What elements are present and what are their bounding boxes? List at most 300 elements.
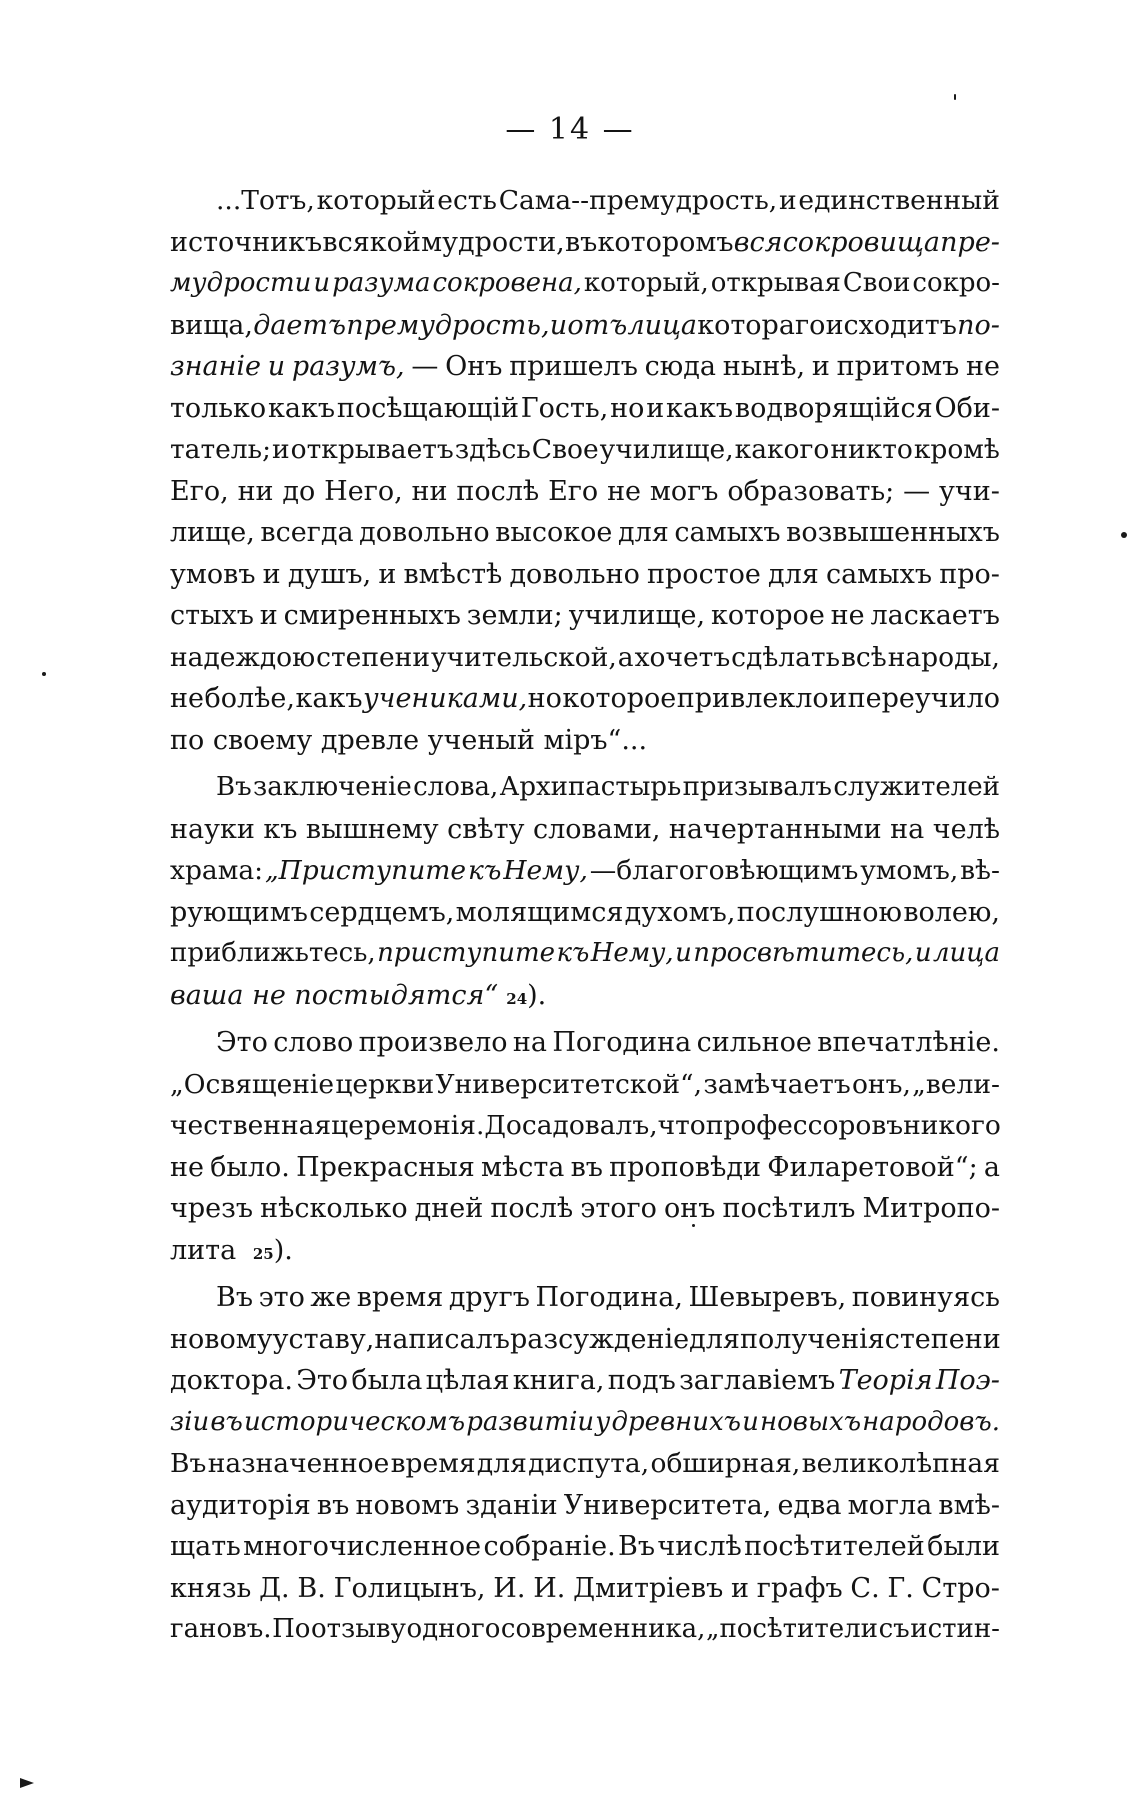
word: вся: [733, 226, 783, 258]
word: Гость,: [520, 392, 609, 424]
word: не: [966, 351, 1000, 382]
word: и: [829, 683, 848, 714]
word: истин-: [910, 1614, 1000, 1644]
word: въ: [570, 1151, 603, 1183]
word: приступите: [377, 938, 556, 968]
word: какъ: [268, 392, 336, 424]
word: сильное: [696, 1027, 812, 1058]
word: вмѣ-: [938, 1489, 1000, 1521]
word: цѣлая: [425, 1365, 510, 1396]
word: Досадовалъ,: [484, 1110, 658, 1141]
word: единственный: [798, 185, 1000, 216]
text-line: [170, 388, 1000, 430]
word: и: [731, 1572, 750, 1604]
word: вмѣстѣ: [403, 558, 503, 590]
text-line: [170, 222, 1000, 264]
word: посѣтилъ: [722, 1193, 856, 1224]
word: ни: [237, 475, 274, 507]
word: книга,: [512, 1365, 605, 1396]
word: Поэ-: [935, 1365, 1000, 1396]
word: Теорія: [838, 1365, 933, 1396]
scan-corner-mark: [20, 1778, 34, 1788]
word: открываетъ: [290, 434, 454, 465]
word: онъ,: [851, 1068, 911, 1100]
word: къ: [467, 855, 502, 886]
word: Въ: [216, 1282, 254, 1313]
word: обширная,: [650, 1448, 801, 1479]
word: этого: [580, 1193, 657, 1224]
word: Погодина: [552, 1027, 692, 1058]
word: разсужденіе: [509, 1323, 690, 1355]
word: была: [351, 1365, 423, 1396]
text-line: [170, 809, 1000, 851]
word: разумъ,: [291, 351, 405, 382]
word: у: [595, 1406, 611, 1437]
word: графъ: [756, 1572, 843, 1604]
word: учениками,: [362, 683, 528, 714]
word: для: [768, 558, 819, 590]
word: всякой: [322, 226, 421, 258]
word: къ: [556, 938, 590, 968]
word: Д.: [259, 1572, 290, 1604]
word: начертанными: [668, 813, 882, 845]
word: возвышенныхъ: [786, 517, 1000, 548]
word: есть: [437, 185, 497, 216]
scan-speck: [954, 94, 956, 100]
word: доктора.: [170, 1365, 293, 1396]
word: С.: [850, 1572, 880, 1604]
word: „Освященіе: [170, 1068, 335, 1100]
word: сюда: [644, 351, 716, 382]
word: учи-: [938, 475, 1000, 507]
word: высокое: [495, 517, 613, 548]
word: Филаретовой“;: [767, 1151, 978, 1183]
word: время: [356, 1282, 444, 1313]
word: Онъ: [445, 351, 503, 382]
word: только: [170, 392, 267, 424]
text-line: [170, 1064, 1000, 1106]
word: до: [282, 475, 316, 507]
word: и: [549, 309, 568, 341]
word: проповѣди: [609, 1151, 762, 1183]
text-line: [170, 1485, 1000, 1527]
word: это: [258, 1282, 305, 1313]
text-line: [170, 1022, 1000, 1064]
word: степени: [316, 641, 431, 673]
word: мудрости: [170, 268, 312, 298]
word: и: [262, 558, 281, 590]
word: послѣ: [490, 1193, 574, 1224]
word: образовать;: [727, 475, 895, 507]
word: просвѣтитесь,: [693, 938, 914, 968]
text-line: [170, 263, 1000, 305]
word: князь: [170, 1572, 252, 1604]
word: и: [271, 434, 290, 465]
word: великолѣпная: [801, 1448, 1000, 1479]
word: —благоговѣющимъ: [589, 855, 859, 886]
word: вышнему: [305, 813, 439, 845]
text-line: [170, 892, 1000, 934]
text-segment: лита: [170, 1234, 245, 1266]
word: степени: [884, 1323, 1001, 1355]
word: и: [646, 392, 665, 424]
word: были: [927, 1531, 1000, 1562]
text-line: [170, 180, 1000, 222]
word: и: [778, 185, 797, 216]
word: въ: [316, 1489, 350, 1521]
word: заключеніе: [253, 772, 412, 802]
word: едва: [777, 1489, 842, 1521]
word: время: [390, 1448, 476, 1479]
word: уставу,: [272, 1323, 375, 1355]
word: сердцемъ,: [309, 896, 455, 928]
word: народовъ.: [862, 1406, 1000, 1437]
word: которое: [710, 600, 825, 631]
word: Его: [548, 475, 599, 507]
word: числѣ: [657, 1531, 742, 1562]
word: Прекрасныя: [296, 1151, 475, 1183]
text-segment: ).: [273, 1234, 293, 1266]
word: вѣ-: [960, 855, 1000, 886]
text-line: [170, 346, 1000, 388]
word: зіи: [170, 1406, 210, 1437]
word: Митропо-: [862, 1193, 1000, 1224]
word: Г.: [887, 1572, 914, 1604]
word: пре-: [940, 226, 1000, 258]
word: для: [476, 1448, 527, 1479]
word: мѣста: [480, 1151, 565, 1183]
word: послушною: [736, 896, 903, 928]
word: дней: [414, 1193, 484, 1224]
word: переучило: [847, 683, 1000, 714]
word: на: [890, 813, 925, 845]
word: церемонія.: [331, 1110, 485, 1141]
word: исходитъ: [825, 309, 957, 341]
word: отзыву: [311, 1614, 406, 1644]
word: который: [316, 185, 436, 216]
word: знаніе: [170, 351, 262, 382]
word: науки: [170, 813, 255, 845]
word: замѣчаетъ: [703, 1068, 851, 1100]
word: по-: [957, 309, 1000, 341]
word: болѣе,: [204, 683, 295, 714]
word: новомъ: [355, 1489, 460, 1521]
word: историческомъ: [243, 1406, 466, 1437]
text-line: [170, 1188, 1000, 1230]
word: которомъ: [597, 226, 734, 258]
word: училище,: [568, 600, 706, 631]
word: —: [903, 475, 931, 507]
body-text: [170, 180, 1000, 1651]
word: диспута,: [528, 1448, 650, 1479]
word: могъ: [649, 475, 719, 507]
word: же: [310, 1282, 352, 1313]
word: привлекло: [676, 683, 829, 714]
word: гановъ.: [170, 1614, 272, 1644]
word: къ: [263, 813, 298, 845]
word: слово: [273, 1027, 354, 1058]
word: новому: [170, 1323, 273, 1355]
word: лица: [933, 938, 1000, 968]
word: „посѣтители: [705, 1614, 879, 1644]
word: въ: [210, 1406, 243, 1437]
word: многочисленное: [243, 1531, 482, 1562]
word: аудиторія: [170, 1489, 311, 1521]
word: лище,: [170, 517, 255, 548]
word: учительской,: [430, 641, 617, 673]
word: собраніе.: [483, 1531, 616, 1562]
word: щать: [170, 1531, 241, 1562]
word: чественная: [170, 1110, 332, 1141]
text-line: [170, 1277, 1000, 1319]
word: и: [259, 600, 278, 631]
text-line: [170, 850, 1000, 892]
word: „Приступите: [264, 855, 467, 886]
word: для: [618, 517, 669, 548]
word: душъ,: [287, 558, 372, 590]
word: церкви: [335, 1068, 435, 1100]
word: умовъ: [170, 558, 256, 590]
word: вища,: [170, 309, 253, 341]
word: водворящійся: [734, 392, 933, 424]
word: нѣсколько: [260, 1193, 408, 1224]
word: Университетской“,: [435, 1068, 703, 1100]
word: котораго: [697, 309, 826, 341]
word: могла: [847, 1489, 933, 1521]
text-line: [170, 678, 1000, 720]
scan-speck: [1121, 532, 1127, 538]
word: было.: [210, 1151, 290, 1183]
word: училище,: [599, 434, 734, 465]
word: съ: [878, 1614, 910, 1644]
word: словами,: [533, 813, 661, 845]
word: источникъ: [170, 226, 323, 258]
word: не: [607, 475, 642, 507]
word: и: [378, 558, 397, 590]
word: Въ: [170, 1448, 207, 1479]
word: посѣтителей: [744, 1531, 925, 1562]
page-number: — 14 —: [505, 112, 635, 147]
text-line: [170, 429, 1000, 471]
word: въ: [564, 226, 598, 258]
word: татель;: [170, 434, 271, 465]
word: храма:: [170, 855, 264, 886]
word: Оби-: [934, 392, 1000, 424]
word: онъ: [664, 1193, 716, 1224]
word: В.: [297, 1572, 326, 1604]
word: но: [610, 392, 645, 424]
text-line: [170, 767, 1000, 809]
word: которое: [562, 683, 677, 714]
word: какъ: [666, 392, 734, 424]
word: одного: [406, 1614, 501, 1644]
word: новыхъ: [759, 1406, 862, 1437]
word: Архипастырь: [499, 772, 682, 802]
word: Свои: [842, 268, 911, 298]
word: Голицынъ,: [333, 1572, 486, 1604]
word: Дмитріевъ: [573, 1572, 724, 1604]
text-line: [170, 595, 1000, 637]
word: Стро-: [921, 1572, 1000, 1604]
word: ...Тотъ,: [216, 185, 315, 216]
word: По: [272, 1614, 311, 1644]
word: современника,: [500, 1614, 706, 1644]
word: Нему,: [590, 938, 674, 968]
word: рующимъ: [170, 896, 308, 928]
word: заглавіемъ: [679, 1365, 836, 1396]
word: повинуясь: [851, 1282, 1000, 1313]
word: посѣщающій: [336, 392, 519, 424]
word: кромѣ: [913, 434, 1000, 465]
text-line: лита 25 ).: [170, 1230, 1000, 1272]
word: Него,: [324, 475, 403, 507]
word: на: [512, 1027, 547, 1058]
text-line: [170, 305, 1000, 347]
word: смиренныхъ: [283, 600, 461, 631]
word: стыхъ: [170, 600, 254, 631]
word: Сама--премудрость,: [498, 185, 778, 216]
word: сокровища: [782, 226, 940, 258]
word: про-: [939, 558, 1000, 590]
word: профессоровъ: [705, 1110, 904, 1141]
word: никого: [903, 1110, 1001, 1141]
word: открывая: [710, 268, 841, 298]
text-line: [170, 1319, 1000, 1361]
text-segment: ).: [527, 979, 547, 1011]
word: Погодина,: [535, 1282, 683, 1313]
word: никто: [830, 434, 913, 465]
word: чрезъ: [170, 1193, 254, 1224]
word: но: [527, 683, 562, 714]
word: всегда: [260, 517, 354, 548]
word: челѣ: [932, 813, 1000, 845]
word: впечатлѣніе.: [817, 1027, 1000, 1058]
word: служителей: [833, 772, 1000, 802]
word: довольно: [509, 558, 640, 590]
text-line: [170, 512, 1000, 554]
word: сокровена,: [432, 268, 582, 298]
text-line: [170, 1105, 1000, 1147]
word: хочетъ: [634, 641, 731, 673]
word: умомъ,: [860, 855, 959, 886]
word: отъ: [567, 309, 628, 341]
word: молящимся: [455, 896, 624, 928]
word: древнихъ: [611, 1406, 741, 1437]
word: простое: [647, 558, 761, 590]
word: Въ: [216, 772, 252, 802]
scan-speck: [692, 1224, 695, 1227]
word: земли;: [466, 600, 563, 631]
word: и: [914, 938, 932, 968]
word: и: [811, 351, 830, 382]
word: сокро-: [912, 268, 1000, 298]
scan-speck: [42, 672, 46, 676]
word: и: [313, 268, 331, 298]
word: не: [170, 1151, 204, 1183]
word: надеждою: [170, 641, 316, 673]
word: И.: [493, 1572, 526, 1604]
text-line: [170, 1147, 1000, 1189]
word: послѣ: [456, 475, 540, 507]
word: —: [411, 351, 439, 382]
word: лица: [627, 309, 698, 341]
word: и: [267, 351, 286, 382]
word: волею,: [903, 896, 1000, 928]
text-line: [170, 1568, 1000, 1610]
word: который,: [583, 268, 709, 298]
word: другъ: [448, 1282, 530, 1313]
text-segment: ваша не постыдятся“: [170, 979, 499, 1011]
text-line: [170, 637, 1000, 679]
word: притомъ: [836, 351, 960, 382]
word: здѣсь: [454, 434, 531, 465]
word: разума: [332, 268, 431, 298]
word: а: [617, 641, 634, 673]
text-line: [170, 1526, 1000, 1568]
word: приближьтесь,: [170, 938, 376, 968]
word: народы,: [887, 641, 1000, 673]
word: Шевыревъ,: [688, 1282, 847, 1313]
word: мудрости,: [421, 226, 565, 258]
word: ни: [411, 475, 448, 507]
word: что: [657, 1110, 706, 1141]
text-line: [170, 1609, 1000, 1651]
text-line: [170, 933, 1000, 975]
word: подъ: [607, 1365, 676, 1396]
word: Свое: [531, 434, 599, 465]
word: духомъ,: [624, 896, 736, 928]
word: для: [689, 1323, 740, 1355]
word: призывалъ: [682, 772, 832, 802]
text-line: [170, 1402, 1000, 1444]
word: Его,: [170, 475, 229, 507]
word: написалъ: [374, 1323, 510, 1355]
text-line: [170, 1360, 1000, 1402]
text-line: [170, 720, 1000, 762]
text-line: [170, 471, 1000, 513]
word: Въ: [618, 1531, 656, 1562]
word: какъ: [295, 683, 363, 714]
text-line: ваша не постыдятся“ 24 ).: [170, 975, 1000, 1017]
word: развитіи: [466, 1406, 595, 1437]
word: самыхъ: [674, 517, 781, 548]
word: пришелъ: [509, 351, 638, 382]
word: зданіи: [465, 1489, 558, 1521]
word: довольно: [359, 517, 490, 548]
word: Нему,: [503, 855, 588, 886]
word: самыхъ: [825, 558, 933, 590]
word: „вели-: [912, 1068, 1000, 1100]
word: не: [830, 600, 865, 631]
word: премудрость,: [346, 309, 550, 341]
word: и: [742, 1406, 759, 1437]
word: полученія: [739, 1323, 885, 1355]
word: ласкаетъ: [870, 600, 1000, 631]
word: Это: [216, 1027, 268, 1058]
text-line: [170, 554, 1000, 596]
word: и: [675, 938, 692, 968]
word: слова,: [413, 772, 499, 802]
word: произвело: [358, 1027, 508, 1058]
word: свѣту: [447, 813, 525, 845]
word: назначенное: [207, 1448, 390, 1479]
text-segment: по своему древле ученый міръ“...: [170, 724, 648, 756]
word: не: [170, 683, 204, 714]
word: И.: [533, 1572, 566, 1604]
word: всѣ: [841, 641, 887, 673]
word: сдѣлать: [731, 641, 841, 673]
word: а: [983, 1151, 1000, 1183]
